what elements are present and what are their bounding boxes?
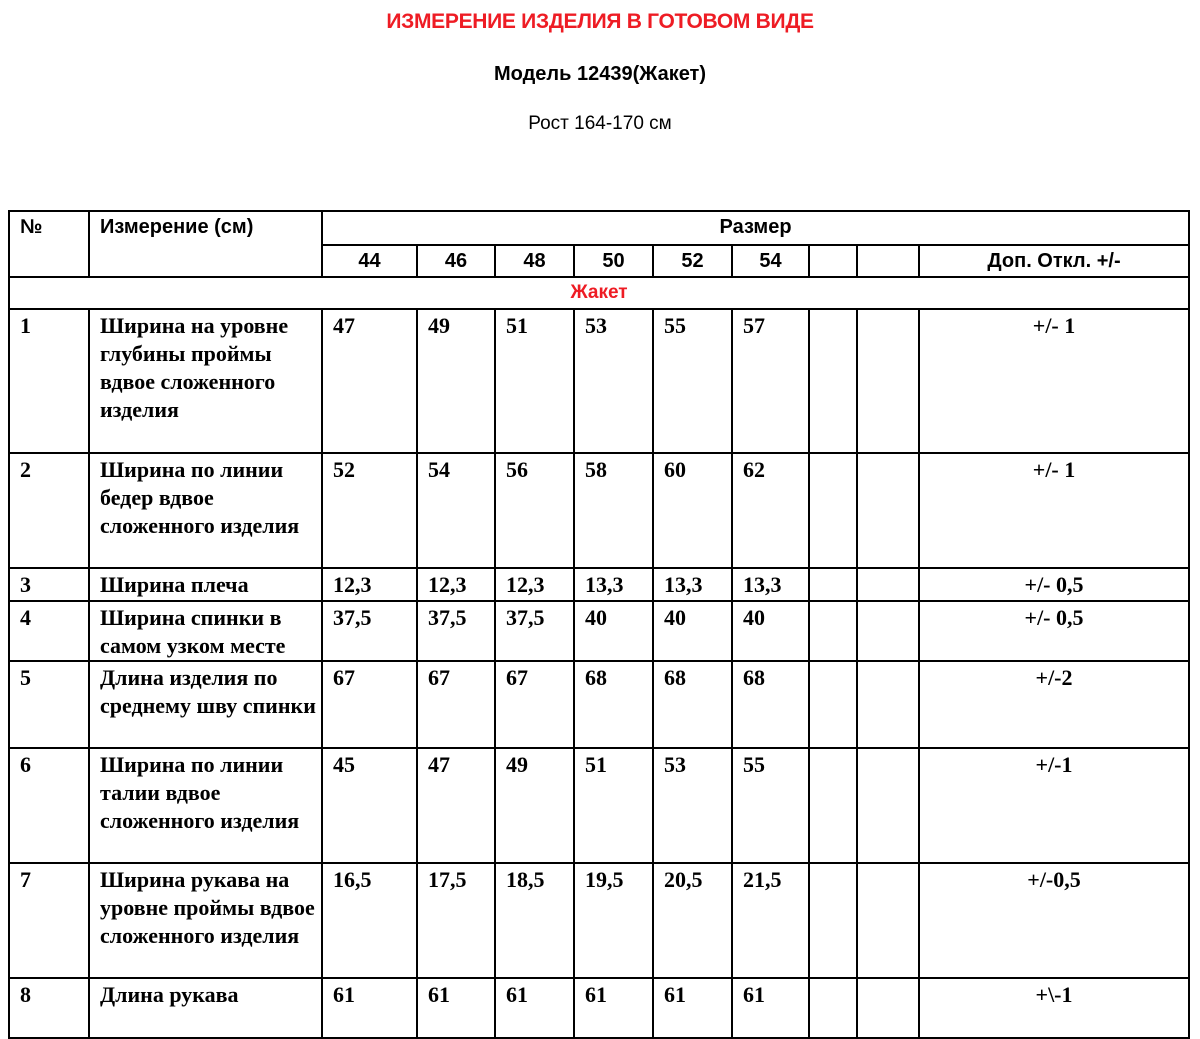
size-header: 52 [653, 245, 732, 277]
size-value: 61 [574, 978, 653, 1038]
row-number: 6 [9, 748, 89, 863]
column-header-size: Размер [322, 211, 1189, 245]
size-value: 68 [653, 661, 732, 748]
size-value: 55 [732, 748, 809, 863]
table-row [9, 601, 1189, 661]
row-number: 1 [9, 309, 89, 453]
size-value: 37,5 [495, 601, 574, 661]
empty-cell [857, 309, 919, 453]
row-number: 3 [9, 568, 89, 601]
empty-cell [809, 661, 857, 748]
row-number: 4 [9, 601, 89, 661]
table-row [9, 748, 1189, 863]
empty-cell [809, 309, 857, 453]
empty-cell [857, 601, 919, 661]
size-value: 52 [322, 453, 417, 568]
size-value: 53 [653, 748, 732, 863]
measurement-table [8, 210, 1190, 1039]
size-value: 49 [417, 309, 495, 453]
size-value: 40 [732, 601, 809, 661]
size-value: 49 [495, 748, 574, 863]
row-number: 5 [9, 661, 89, 748]
size-value: 12,3 [417, 568, 495, 601]
row-number: 7 [9, 863, 89, 978]
empty-cell [809, 568, 857, 601]
size-value: 68 [732, 661, 809, 748]
size-value: 40 [574, 601, 653, 661]
table-row [9, 568, 1189, 601]
size-value: 12,3 [322, 568, 417, 601]
empty-cell [857, 568, 919, 601]
size-header: 50 [574, 245, 653, 277]
table-row [9, 978, 1189, 1038]
empty-cell [809, 978, 857, 1038]
size-header: 54 [732, 245, 809, 277]
size-header: 44 [322, 245, 417, 277]
size-value: 13,3 [732, 568, 809, 601]
empty-cell [857, 453, 919, 568]
empty-cell [857, 661, 919, 748]
model-name: Модель 12439(Жакет) [493, 63, 707, 85]
size-value: 68 [574, 661, 653, 748]
size-value: 47 [322, 309, 417, 453]
size-value: 61 [417, 978, 495, 1038]
empty-cell [809, 863, 857, 978]
tolerance-value: +/-0,5 [919, 863, 1189, 978]
size-value: 47 [417, 748, 495, 863]
size-value: 53 [574, 309, 653, 453]
size-value: 51 [495, 309, 574, 453]
size-value: 19,5 [574, 863, 653, 978]
empty-size-header [857, 245, 919, 277]
size-value: 17,5 [417, 863, 495, 978]
header-row [9, 211, 1189, 245]
size-value: 18,5 [495, 863, 574, 978]
size-value: 61 [653, 978, 732, 1038]
measurement-name: Длина изделия по среднему шву спинки [89, 661, 322, 748]
size-value: 62 [732, 453, 809, 568]
size-value: 60 [653, 453, 732, 568]
tolerance-value: +/- 1 [919, 453, 1189, 568]
column-header-tolerance: Доп. Откл. +/- [919, 245, 1189, 277]
size-value: 67 [322, 661, 417, 748]
measurement-name: Ширина по линии талии вдвое сложенного изделия [89, 748, 322, 863]
size-value: 20,5 [653, 863, 732, 978]
row-number: 8 [9, 978, 89, 1038]
size-value: 55 [653, 309, 732, 453]
empty-cell [857, 863, 919, 978]
size-value: 13,3 [574, 568, 653, 601]
size-value: 61 [732, 978, 809, 1038]
column-header-measure: Измерение (см) [89, 211, 322, 277]
tolerance-value: +/-1 [919, 748, 1189, 863]
measurement-name: Длина рукава [89, 978, 322, 1038]
size-value: 21,5 [732, 863, 809, 978]
tolerance-value: +/-2 [919, 661, 1189, 748]
size-header: 48 [495, 245, 574, 277]
empty-size-header [809, 245, 857, 277]
column-header-number: № [9, 211, 89, 277]
size-value: 57 [732, 309, 809, 453]
tolerance-value: +/- 1 [919, 309, 1189, 453]
tolerance-value: +/- 0,5 [919, 568, 1189, 601]
size-value: 67 [495, 661, 574, 748]
tolerance-value: +\-1 [919, 978, 1189, 1038]
size-value: 40 [653, 601, 732, 661]
size-value: 37,5 [322, 601, 417, 661]
section-row [9, 277, 1189, 309]
measurement-name: Ширина по линии бедер вдвое сложенного изделия [89, 453, 322, 568]
size-value: 16,5 [322, 863, 417, 978]
size-value: 13,3 [653, 568, 732, 601]
empty-cell [857, 978, 919, 1038]
table-row [9, 863, 1189, 978]
empty-cell [857, 748, 919, 863]
size-value: 58 [574, 453, 653, 568]
row-number: 2 [9, 453, 89, 568]
measurement-name: Ширина спинки в самом узком месте [89, 601, 322, 661]
size-value: 61 [322, 978, 417, 1038]
measurement-name: Ширина рукава на уровне проймы вдвое сложенного изделия [89, 863, 322, 978]
size-value: 37,5 [417, 601, 495, 661]
document-title: ИЗМЕРЕНИЕ ИЗДЕЛИЯ В ГОТОВОМ ВИДЕ [386, 10, 814, 33]
size-value: 67 [417, 661, 495, 748]
table-row [9, 453, 1189, 568]
size-value: 56 [495, 453, 574, 568]
measurement-name: Ширина плеча [89, 568, 322, 601]
table-row [9, 309, 1189, 453]
section-title: Жакет [9, 277, 1189, 309]
measurement-name: Ширина на уровне глубины проймы вдвое сложенного изделия [89, 309, 322, 453]
height-range: Рост 164-170 см [528, 113, 672, 134]
tolerance-value: +/- 0,5 [919, 601, 1189, 661]
empty-cell [809, 748, 857, 863]
size-value: 54 [417, 453, 495, 568]
size-value: 51 [574, 748, 653, 863]
size-value: 61 [495, 978, 574, 1038]
empty-cell [809, 601, 857, 661]
table-row [9, 661, 1189, 748]
size-value: 12,3 [495, 568, 574, 601]
empty-cell [809, 453, 857, 568]
size-header: 46 [417, 245, 495, 277]
size-value: 45 [322, 748, 417, 863]
